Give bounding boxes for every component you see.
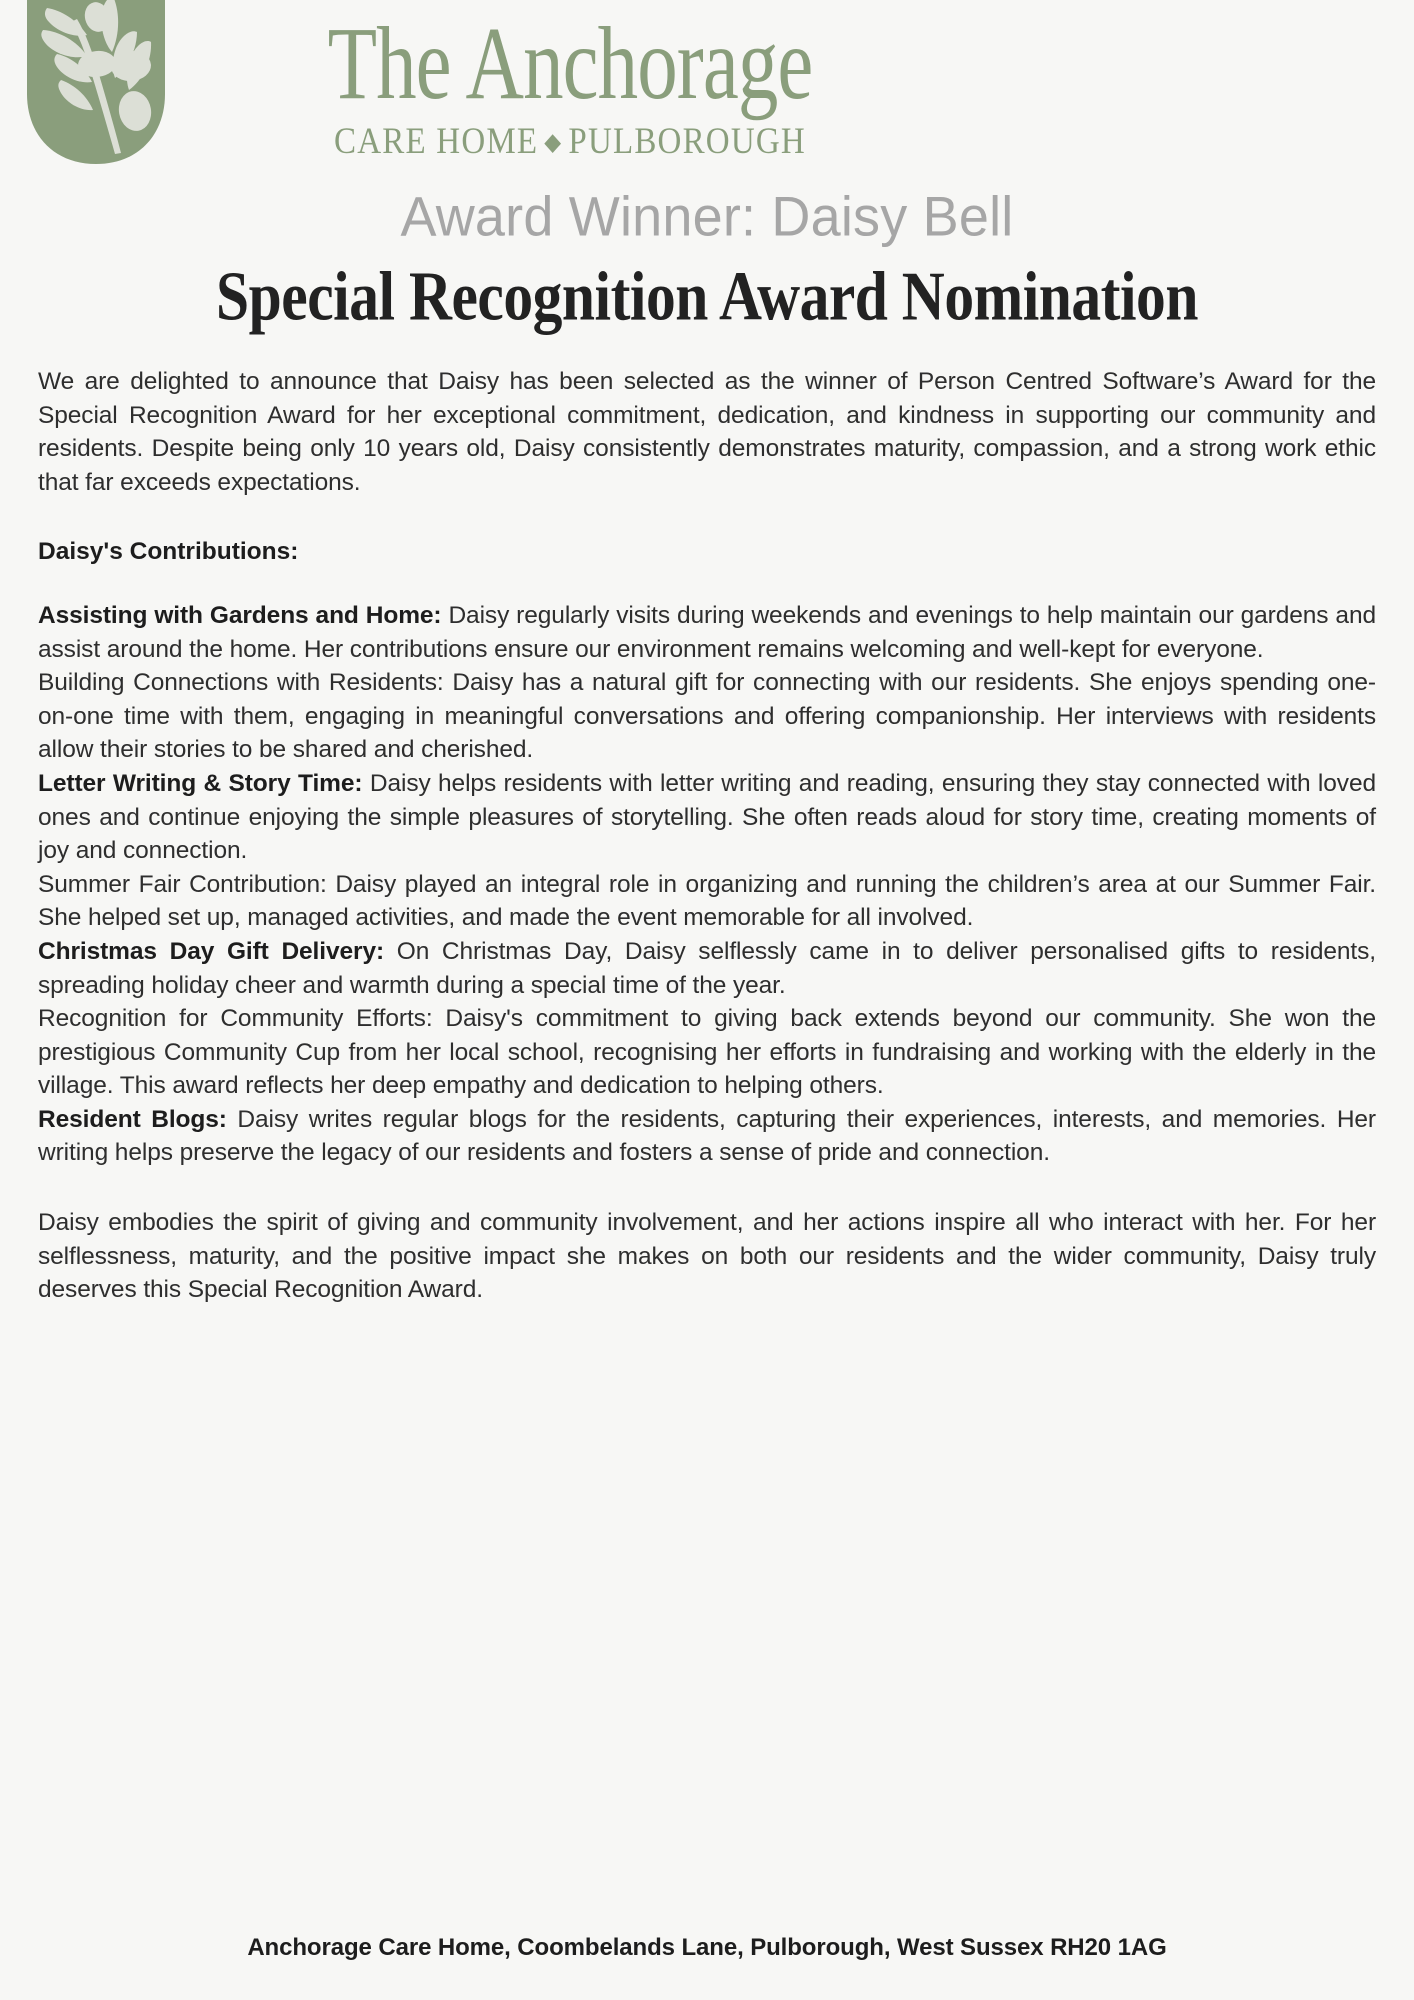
contribution-item: [38, 1002, 1376, 1103]
contribution-item: [38, 666, 1376, 767]
contribution-text: Daisy has a natural gift for connecting with our residents. She enjoys spending one-on-one time with them, engaging in meaningful conversations and offering companionship. Her interviews with residents allow their stories to be shared and cherished.: [38, 669, 1376, 764]
document-body: [0, 365, 1414, 1307]
letterhead: [0, 0, 1414, 180]
contribution-text: Daisy's commitment to giving back extends beyond our community. She won the prestigious Community Cup from her local school, recognising her efforts in fundraising and working with the elderly in the village. This award reflects her deep empathy and dedication to helping others.: [38, 1005, 1376, 1100]
contribution-lead: Resident Blogs:: [38, 1105, 227, 1133]
spacer: [38, 1170, 1376, 1206]
contribution-item: [38, 599, 1376, 666]
contribution-item: [38, 1103, 1376, 1170]
contribution-item: [38, 935, 1376, 1002]
brand-lockup: [250, 6, 890, 163]
contribution-lead: Assisting with Gardens and Home:: [38, 601, 442, 629]
brand-name: The Anchorage: [327, 6, 813, 122]
spacer: [38, 569, 1376, 599]
intro-paragraph: We are delighted to announce that Daisy has been selected as the winner of Person Centred Software’s Award for the Special Recognition Award for her exceptional commitment, dedication, and kindness in supporting our community and residents. Despite being only 10 years old, Daisy consistently demonstrates maturity, compassion, and a strong work ethic that far exceeds expectations.: [38, 368, 1376, 496]
page-title: Special Recognition Award Nomination: [216, 258, 1198, 336]
contribution-text: Daisy helps residents with letter writing and reading, ensuring they stay connected with loved ones and continue enjoying the simple pleasures of storytelling. She often reads aloud for story time, creating moments of joy and connection.: [38, 769, 1376, 865]
contribution-text: Daisy played an integral role in organizing and running the children’s area at our Summer Fair. She helped set up, managed activities, and made the event memorable for all involved.: [38, 870, 1376, 932]
contribution-lead: Christmas Day Gift Delivery:: [38, 937, 385, 965]
contribution-lead: Letter Writing & Story Time:: [38, 769, 363, 797]
footer-address: Anchorage Care Home, Coombelands Lane, Pulborough, West Sussex RH20 1AG: [247, 1934, 1167, 1961]
contribution-item: [38, 868, 1376, 935]
contribution-lead: Recognition for Community Efforts:: [38, 1005, 433, 1033]
contribution-text: On Christmas Day, Daisy selflessly came in to deliver personalised gifts to residents, spreading holiday cheer and warmth during a special time of the year.: [38, 937, 1376, 999]
brand-subtitle-left: CARE HOME: [334, 122, 539, 163]
contribution-text: Daisy regularly visits during weekends and evenings to help maintain our gardens and assist around the home. Her contributions ensure our environment remains welcoming and well-kept for everyone.: [38, 601, 1376, 663]
contribution-lead: Building Connections with Residents:: [38, 669, 444, 697]
contributions-list: [38, 599, 1376, 1170]
closing-paragraph: Daisy embodies the spirit of giving and community involvement, and her actions inspire all who interact with her. For her selflessness, maturity, and the positive impact she makes on both our residents and the wider community, Daisy truly deserves this Special Recognition Award.: [38, 1209, 1376, 1304]
award-winner-heading: Award Winner: Daisy Bell: [400, 186, 1014, 248]
contributions-heading: Daisy's Contributions:: [38, 538, 299, 566]
olive-branch-crest-icon: [27, 0, 165, 164]
contribution-lead: Summer Fair Contribution:: [38, 870, 327, 898]
brand-subtitle-separator-icon: ◆: [544, 127, 563, 156]
contribution-text: Daisy writes regular blogs for the residents, capturing their experiences, interests, and memories. Her writing helps preserve the legacy of our residents and fosters a sense of pride and connection.: [38, 1105, 1376, 1167]
spacer: [38, 499, 1376, 535]
brand-subtitle-right: PULBOROUGH: [568, 122, 806, 163]
contribution-item: [38, 767, 1376, 868]
brand-subtitle: [250, 122, 890, 163]
